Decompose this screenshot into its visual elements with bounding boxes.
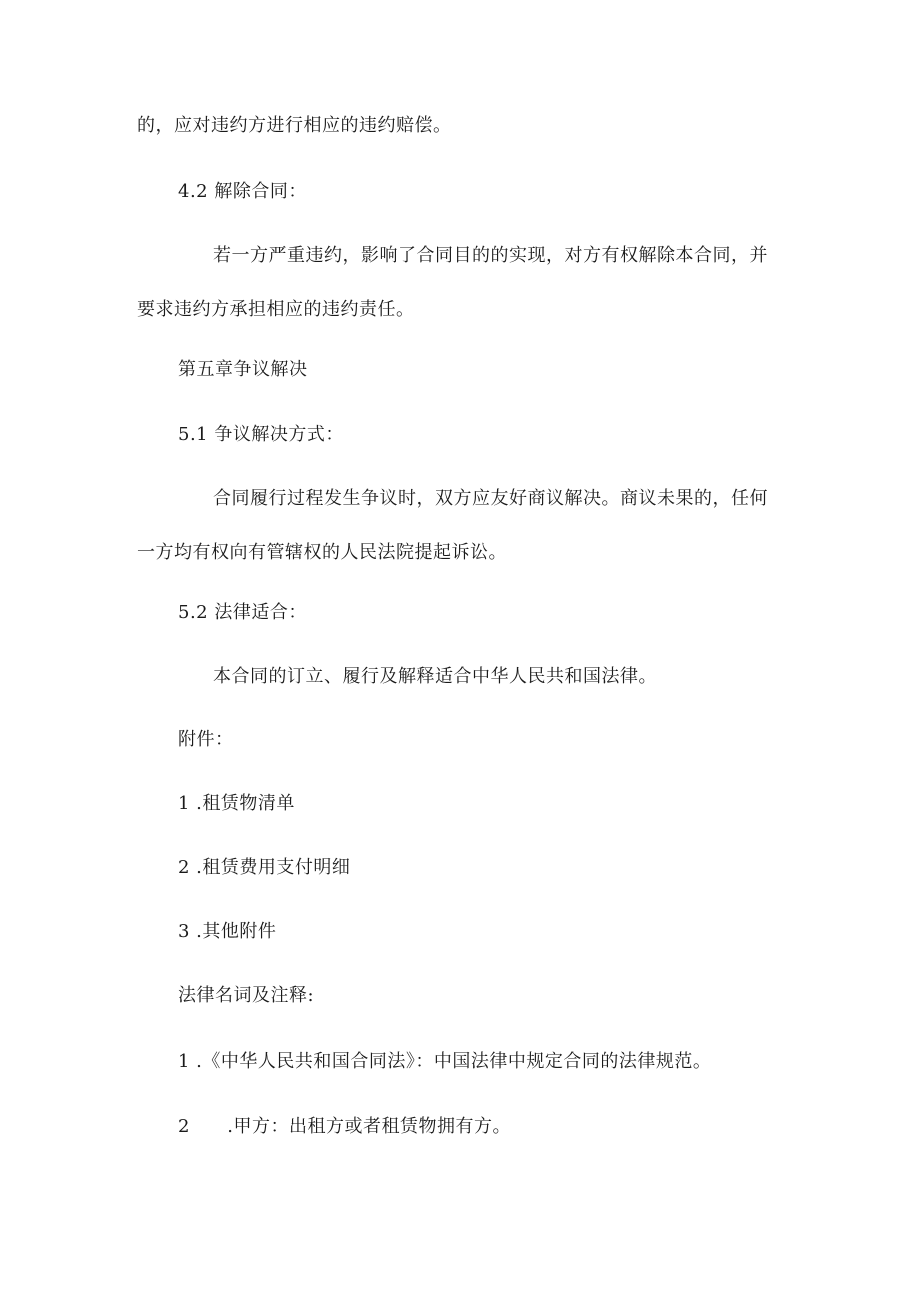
glossary-heading: 法律名词及注释:: [178, 985, 315, 1006]
text-line: 若一方严重违约，影响了合同目的的实现，对方有权解除本合同，并: [213, 245, 768, 266]
text-line: 合同履行过程发生争议时，双方应友好商议解决。商议未果的，任何: [213, 488, 768, 509]
text-line: 要求违约方承担相应的违约责任。: [137, 299, 415, 320]
section-heading: 5.2 法律适合：: [178, 602, 307, 623]
list-item: 3 .其他附件: [178, 921, 277, 942]
section-heading: 5.1 争议解决方式：: [178, 424, 344, 445]
chapter-heading: 第五章争议解决: [178, 359, 308, 380]
list-item: 1 .《中华人民共和国合同法》：中国法律中规定合同的法律规范。: [178, 1051, 712, 1072]
text-line: 的，应对违约方进行相应的违约赔偿。: [137, 115, 452, 136]
text-line: 本合同的订立、履行及解释适合中华人民共和国法律。: [213, 666, 657, 687]
attachments-heading: 附件：: [178, 729, 234, 750]
list-item: 2 .甲方：出租方或者租赁物拥有方。: [178, 1116, 512, 1137]
section-heading: 4.2 解除合同：: [178, 181, 307, 202]
text-line: 一方均有权向有管辖权的人民法院提起诉讼。: [137, 542, 507, 563]
list-item: 2 .租赁费用支付明细: [178, 857, 351, 878]
list-item: 1 .租赁物清单: [178, 793, 295, 814]
